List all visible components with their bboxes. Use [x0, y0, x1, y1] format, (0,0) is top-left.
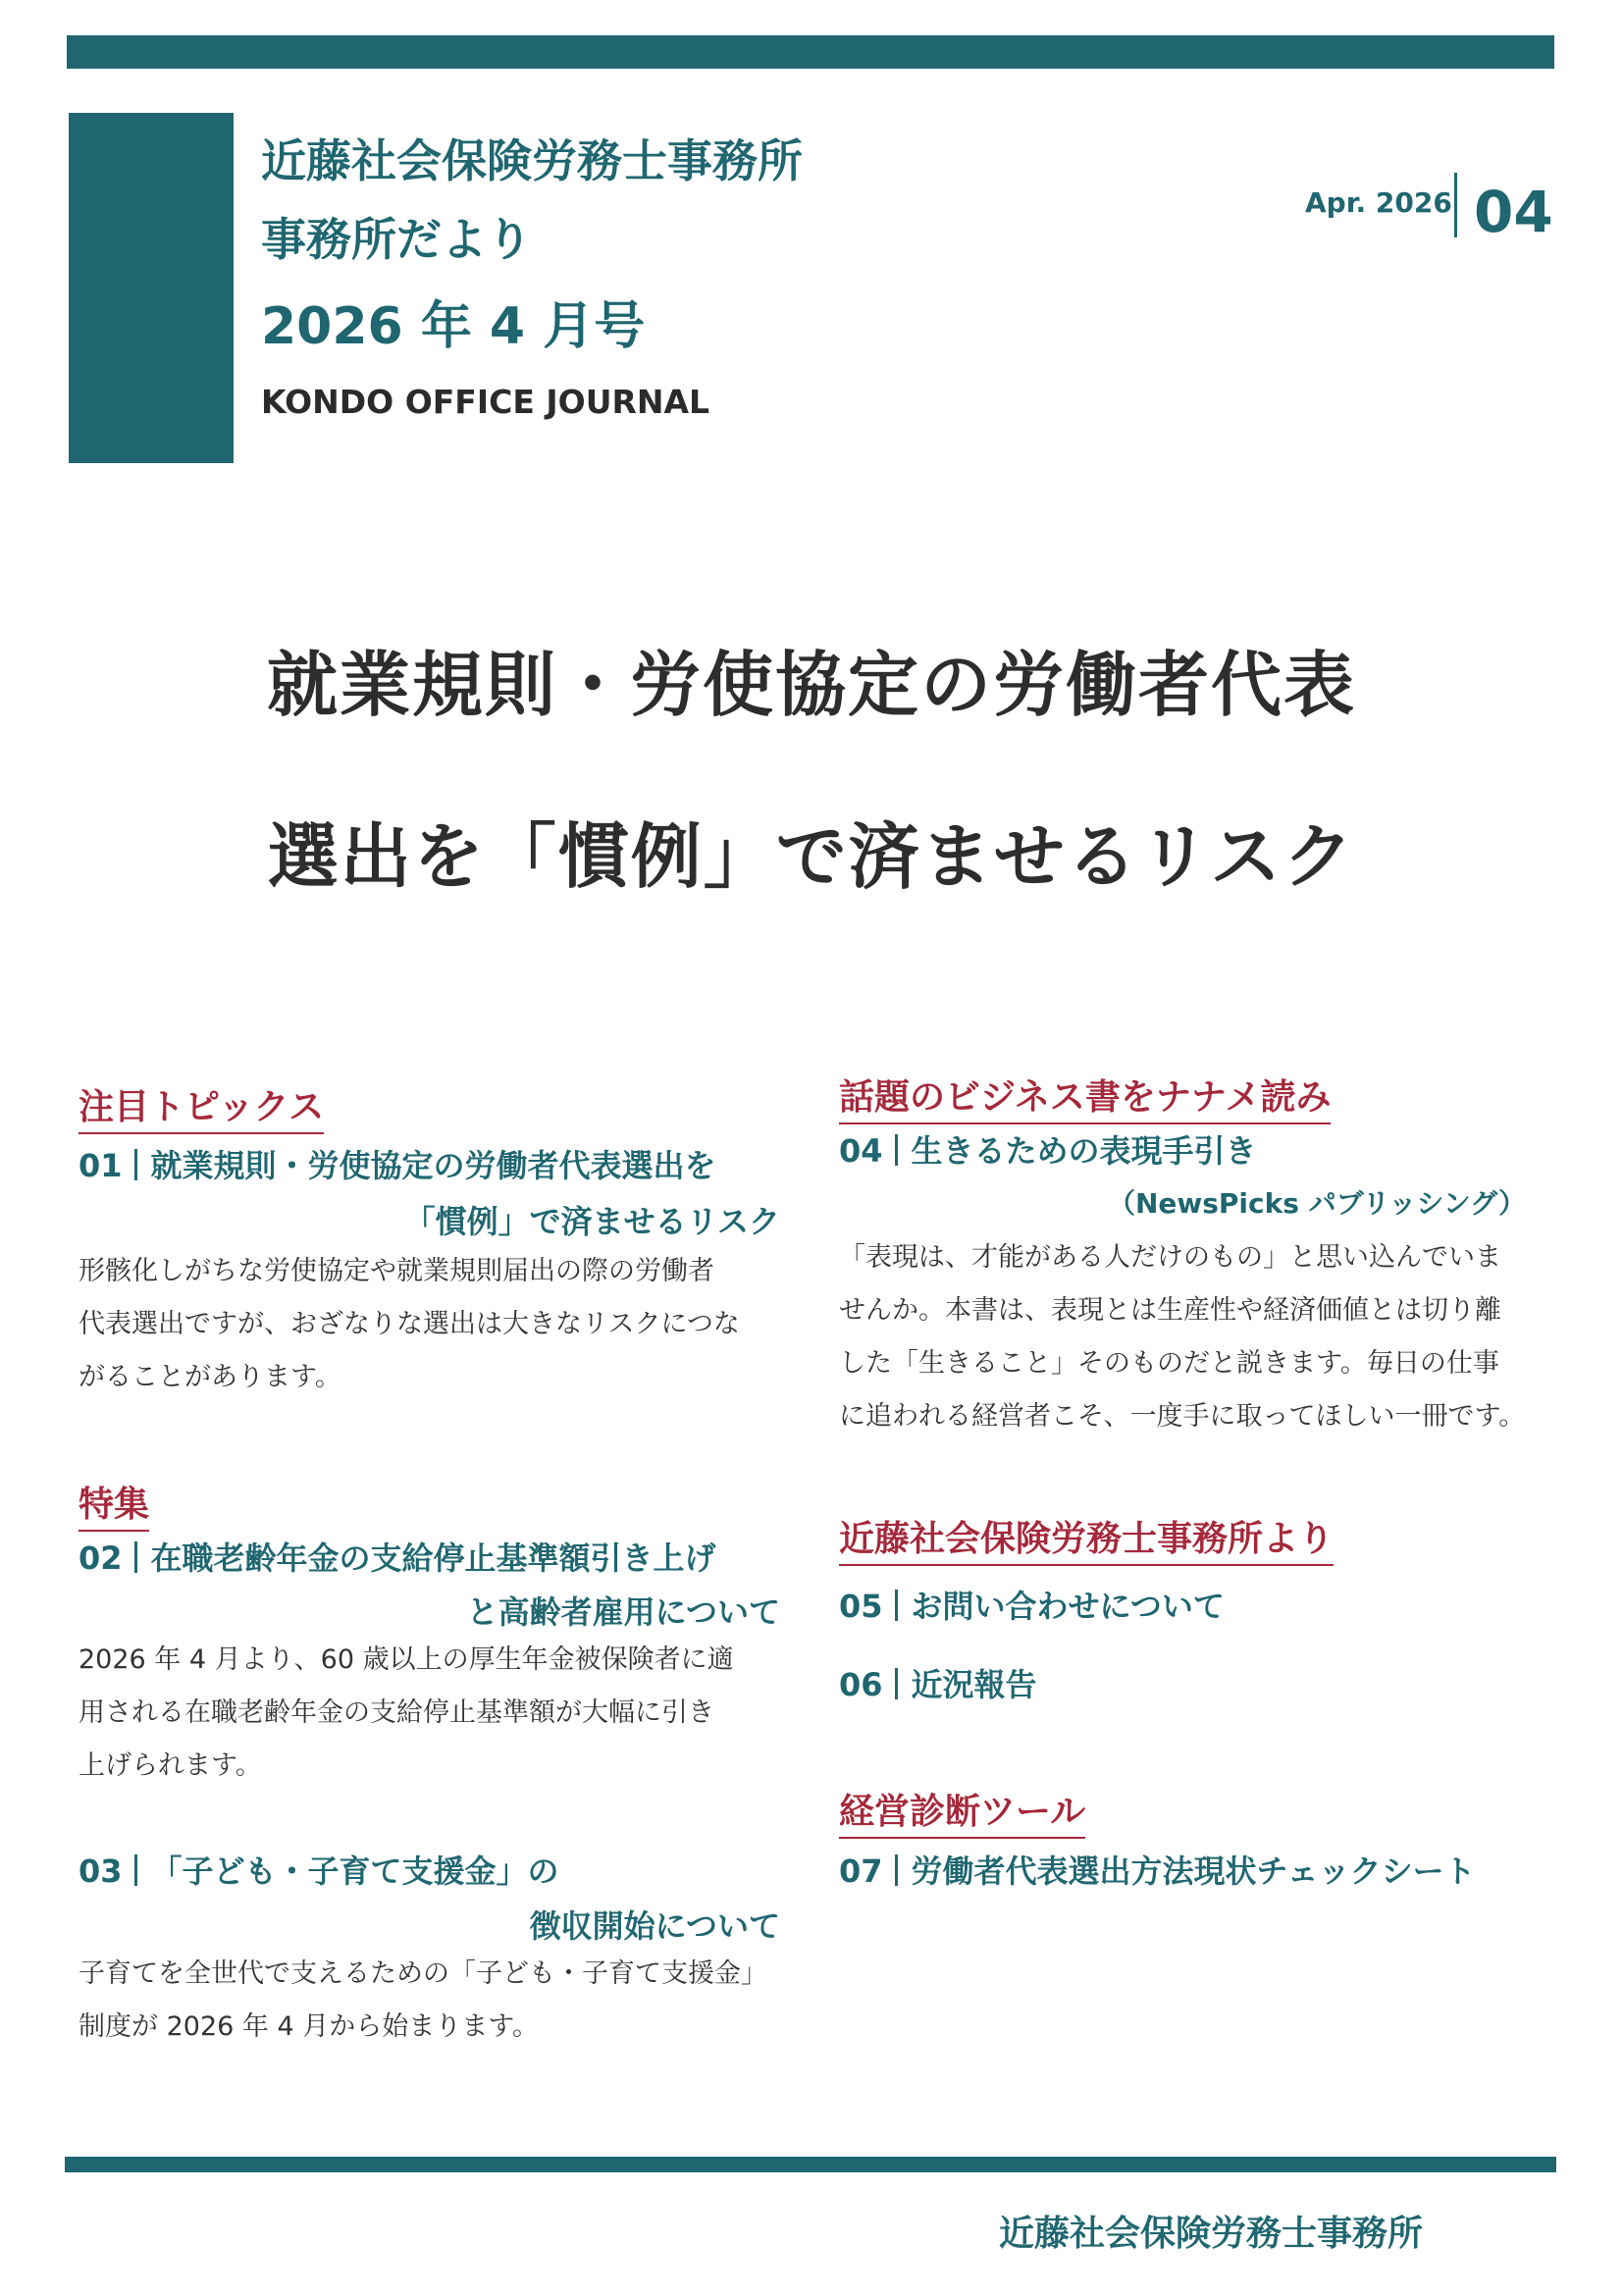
body-line: した「生きること」そのものだと説きます。毎日の仕事 — [839, 1348, 1499, 1379]
issue-divider — [1454, 173, 1457, 237]
body-line: 形骸化しがちな労使協定や就業規則届出の際の労働者 — [79, 1256, 714, 1286]
header-issue: 2026 年 4 月号 — [261, 297, 646, 356]
header-journal-name: KONDO OFFICE JOURNAL — [261, 383, 710, 421]
item-title-line-1: 在職老齢年金の支給停止基準額引き上げ — [150, 1539, 716, 1577]
main-title-line-1: 就業規則・労使協定の労働者代表 — [266, 644, 1356, 726]
body-line: 2026 年 4 月より、60 歳以上の厚生年金被保険者に適 — [79, 1644, 734, 1675]
main-title-line-2: 選出を「慣例」で済ませるリスク — [267, 815, 1356, 898]
item-separator — [134, 1149, 137, 1180]
item-title-line-1: 「子ども・子育て支援金」の — [150, 1852, 559, 1890]
item-04-body — [839, 1231, 1525, 1443]
section-heading-topics: 注目トピックス — [79, 1079, 324, 1134]
body-line: せんか。本書は、表現とは生産性や経済価値とは切り離 — [839, 1295, 1501, 1326]
item-number: 05 — [839, 1588, 883, 1625]
item-separator — [895, 1668, 898, 1699]
item-number: 01 — [79, 1147, 123, 1184]
top-bar — [67, 35, 1554, 69]
item-separator — [895, 1590, 898, 1621]
item-title-line-1: 就業規則・労使協定の労働者代表選出を — [150, 1147, 716, 1184]
bottom-bar — [65, 2157, 1556, 2172]
item-number: 02 — [79, 1539, 123, 1577]
item-01-title — [79, 1141, 716, 1186]
item-06-title — [839, 1660, 1037, 1705]
side-accent-block — [69, 113, 234, 463]
item-04-title — [839, 1126, 1257, 1172]
item-title: お問い合わせについて — [911, 1588, 1225, 1625]
issue-number: 04 — [1474, 179, 1553, 245]
body-line: 用される在職老齢年金の支給停止基準額が大幅に引き — [79, 1697, 714, 1728]
item-number: 06 — [839, 1666, 883, 1703]
section-heading-feature: 特集 — [79, 1477, 149, 1532]
item-04-publisher: （NewsPicks パブリッシング） — [1107, 1187, 1526, 1220]
item-number: 03 — [79, 1852, 123, 1890]
item-separator — [895, 1854, 898, 1886]
issue-date: Apr. 2026 — [1305, 186, 1452, 219]
item-number: 04 — [839, 1132, 883, 1170]
item-number: 07 — [839, 1852, 883, 1890]
item-separator — [134, 1854, 137, 1886]
body-line: 代表選出ですが、おざなりな選出は大きなリスクにつな — [79, 1309, 740, 1339]
item-02-body — [79, 1634, 734, 1793]
item-01-body — [79, 1245, 740, 1404]
item-title-line-1: 生きるための表現手引き — [911, 1132, 1257, 1170]
item-07-title — [839, 1847, 1476, 1892]
footer-office-name: 近藤社会保険労務士事務所 — [999, 2214, 1424, 2254]
header-office-name: 近藤社会保険労務士事務所 — [261, 134, 803, 187]
item-01-title-line-2: 「慣例」で済ませるリスク — [403, 1203, 780, 1240]
body-line: 上げられます。 — [79, 1750, 262, 1781]
item-02-title — [79, 1534, 716, 1579]
header-subtitle: 事務所だより — [261, 213, 532, 266]
body-line: 制度が 2026 年 4 月から始まります。 — [79, 2011, 540, 2042]
body-line: に追われる経営者こそ、一度手に取ってほしい一冊です。 — [839, 1401, 1526, 1432]
item-separator — [134, 1541, 137, 1573]
body-line: 「表現は、才能がある人だけのもの」と思い込んでいま — [839, 1242, 1501, 1273]
item-separator — [895, 1134, 898, 1166]
item-03-body — [79, 1948, 767, 2054]
item-03-title — [79, 1847, 559, 1892]
section-heading-books: 話題のビジネス書をナナメ読み — [839, 1070, 1331, 1124]
item-title: 労働者代表選出方法現状チェックシート — [911, 1852, 1476, 1890]
item-title: 近況報告 — [911, 1666, 1037, 1703]
body-line: がることがあります。 — [79, 1362, 341, 1392]
section-heading-tools: 経営診断ツール — [839, 1784, 1085, 1839]
item-05-title — [839, 1582, 1225, 1627]
body-line: 子育てを全世代で支えるための「子ども・子育て支援金」 — [79, 1958, 767, 1989]
item-02-title-line-2: と高齢者雇用について — [466, 1593, 780, 1631]
item-03-title-line-2: 徴収開始について — [529, 1907, 780, 1945]
section-heading-office: 近藤社会保険労務士事務所より — [839, 1511, 1334, 1566]
